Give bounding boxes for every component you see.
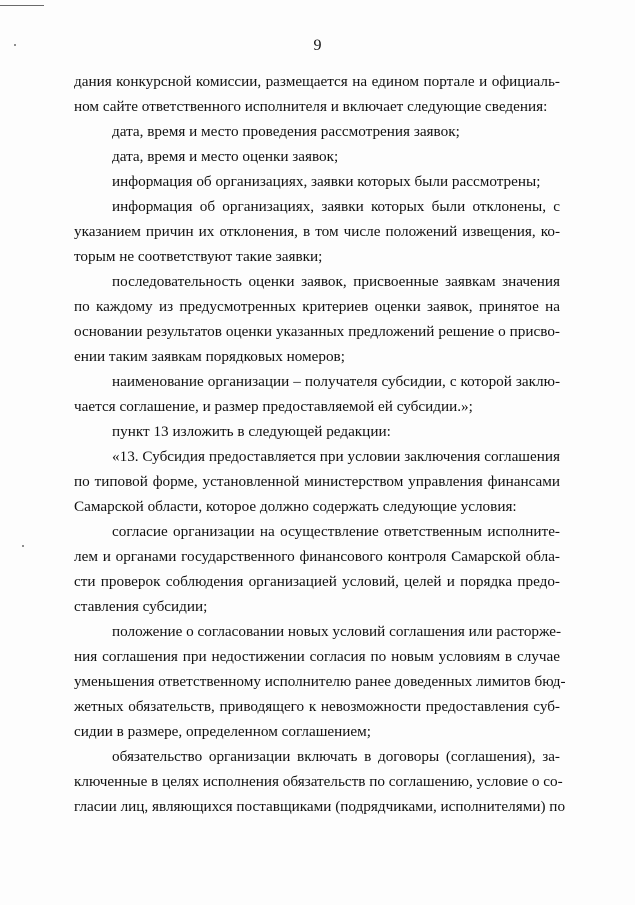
text-line: наименование организации – получателя субсидии, с которой заклю- [112, 373, 560, 390]
text-line: гласии лиц, являющихся поставщиками (подрядчиками, исполнителями) по [74, 798, 566, 815]
text-line: дата, время и место оценки заявок; [112, 148, 339, 165]
text-line: «13. Субсидия предоставляется при условии заключения соглашения [112, 448, 560, 465]
text-line: чается соглашение, и размер предоставляемой ей субсидии.»; [74, 398, 473, 415]
text-line: по каждому из предусмотренных критериев оценки заявок, принятое на [74, 298, 560, 315]
text-line: согласие организации на осуществление ответственным исполните- [112, 523, 560, 540]
text-line: последовательность оценки заявок, присвоенные заявкам значения [112, 273, 560, 290]
page-number: 9 [313, 37, 322, 54]
text-line: основании результатов оценки указанных предложений решение о присво- [74, 323, 560, 340]
text-line: сидии в размере, определенном соглашением; [74, 723, 372, 740]
text-line: по типовой форме, установленной министерством управления финансами [74, 473, 560, 490]
text-line: жетных обязательств, приводящего к невозможности предоставления суб- [74, 698, 560, 715]
text-line: положение о согласовании новых условий соглашения или расторже- [112, 623, 562, 640]
text-line: сти проверок соблюдения организацией условий, целей и порядка предо- [74, 573, 560, 590]
text-line: ключенные в целях исполнения обязательств по соглашению, условие о со- [74, 773, 563, 790]
text-line: информация об организациях, заявки которых были рассмотрены; [112, 173, 541, 190]
text-line: информация об организациях, заявки которых были отклонены, с [112, 198, 560, 215]
text-line: дата, время и место проведения рассмотрения заявок; [112, 123, 460, 140]
text-line: пункт 13 изложить в следующей редакции: [112, 423, 391, 440]
text-line: Самарской области, которое должно содержать следующие условия: [74, 498, 517, 515]
text-line: дания конкурсной комиссии, размещается на едином портале и официаль- [74, 73, 560, 90]
text-line: торым не соответствуют такие заявки; [74, 248, 323, 265]
text-line: указанием причин их отклонения, в том числе положений извещения, ко- [74, 223, 560, 240]
text-line: уменьшения ответственному исполнителю ранее доведенных лимитов бюд- [74, 673, 566, 690]
text-line: ставления субсидии; [74, 598, 208, 615]
text-line: ния соглашения при недостижении согласия по новым условиям в случае [74, 648, 560, 665]
text-line: лем и органами государственного финансового контроля Самарской обла- [74, 548, 560, 565]
text-line: ении таким заявкам порядковых номеров; [74, 348, 345, 365]
scan-artifact-dot [22, 545, 24, 547]
text-line: ном сайте ответственного исполнителя и включает следующие сведения: [74, 98, 548, 115]
scan-artifact-line [0, 5, 44, 6]
text-line: обязательство организации включать в договоры (соглашения), за- [112, 748, 560, 765]
